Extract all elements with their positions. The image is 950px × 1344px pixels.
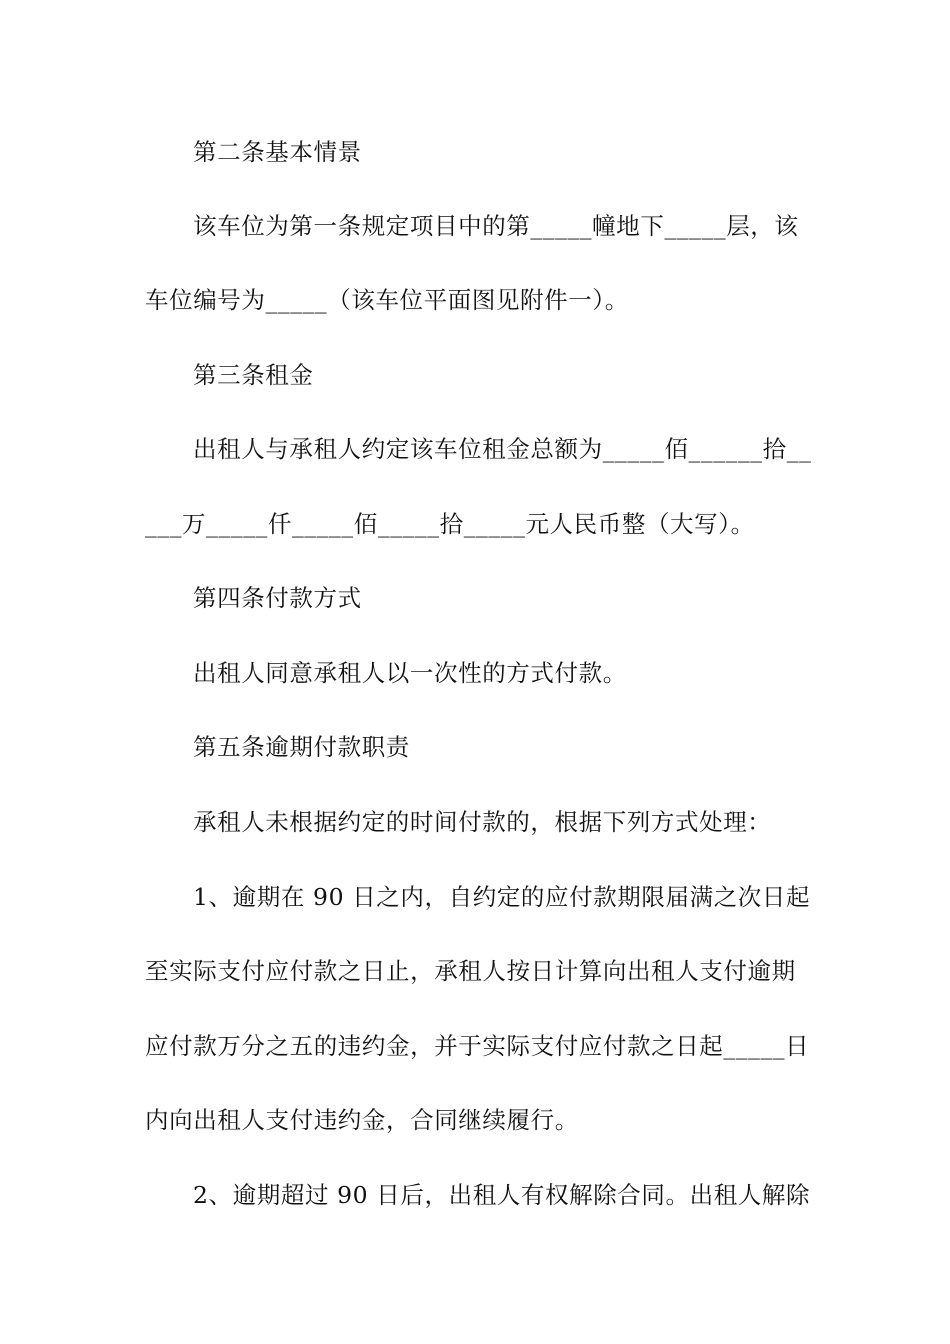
heading-article-4: 第四条付款方式	[193, 584, 362, 612]
paragraph-line: 至实际支付应付款之日止，承租人按日计算向出租人支付逾期	[145, 957, 796, 985]
heading-article-2: 第二条基本情景	[193, 138, 362, 166]
paragraph-line: 承租人未根据约定的时间付款的，根据下列方式处理：	[193, 808, 772, 836]
paragraph-line: 2、逾期超过 90 日后，出租人有权解除合同。出租人解除	[193, 1181, 811, 1209]
paragraph-line: 出租人与承租人约定该车位租金总额为_____佰______拾__	[193, 435, 812, 463]
paragraph-line: 出租人同意承租人以一次性的方式付款。	[193, 659, 627, 687]
heading-article-3: 第三条租金	[193, 361, 314, 389]
paragraph-line: 应付款万分之五的违约金，并于实际支付应付款之日起_____日	[145, 1032, 810, 1060]
paragraph-line: 内向出租人支付违约金，合同继续履行。	[145, 1106, 579, 1134]
paragraph-line: 该车位为第一条规定项目中的第_____幢地下_____层，该	[193, 212, 799, 240]
paragraph-line: ___万_____仟_____佰_____拾_____元人民币整（大写）。	[145, 510, 755, 538]
paragraph-line: 车位编号为_____（该车位平面图见附件一）。	[145, 286, 629, 314]
paragraph-line: 1、逾期在 90 日之内，自约定的应付款期限届满之次日起	[193, 883, 811, 911]
heading-article-5: 第五条逾期付款职责	[193, 733, 410, 761]
